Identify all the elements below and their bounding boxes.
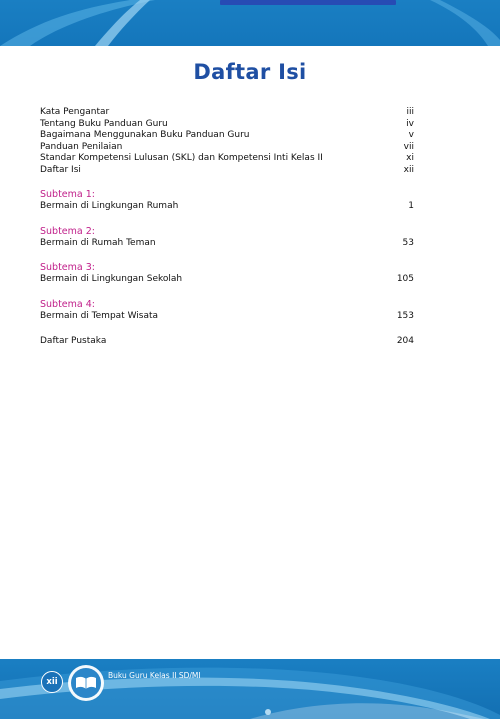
toc-label: Bagaimana Menggunakan Buku Panduan Guru	[40, 130, 250, 140]
toc-label: Bermain di Rumah Teman	[40, 237, 156, 248]
toc-row[interactable]	[40, 165, 414, 177]
page-title: Daftar Isi	[193, 60, 307, 84]
toc-page-number: v	[408, 130, 414, 140]
toc-row[interactable]	[40, 130, 414, 142]
toc-label: Panduan Penilaian	[40, 141, 123, 152]
subtema-heading: Subtema 4:	[40, 298, 95, 310]
toc-row[interactable]	[40, 336, 414, 348]
toc-page-number: 105	[396, 274, 414, 284]
toc-row[interactable]	[40, 201, 414, 213]
toc-row[interactable]	[40, 274, 414, 286]
subtema-heading: Subtema 2:	[40, 225, 95, 237]
toc-label: Kata Pengantar	[40, 107, 110, 117]
header-swoosh-decoration	[0, 0, 500, 46]
toc-page-number: 153	[396, 310, 414, 321]
toc-row[interactable]	[40, 119, 414, 131]
toc-row[interactable]	[40, 142, 414, 154]
table-of-contents	[40, 107, 414, 348]
subtema-heading: Subtema 1:	[40, 189, 95, 200]
footer-book-title: Buku Guru Kelas II SD/MI	[108, 671, 201, 680]
toc-page-number: 204	[396, 336, 414, 346]
open-book-icon	[66, 663, 106, 703]
toc-page-number: 53	[402, 237, 414, 248]
subtema-heading: Subtema 3:	[40, 262, 95, 273]
toc-row[interactable]	[40, 153, 414, 165]
toc-page-number: vii	[403, 141, 414, 152]
toc-label: Bermain di Lingkungan Sekolah	[40, 274, 183, 284]
toc-label: Daftar Isi	[40, 164, 81, 175]
toc-page-number: xii	[403, 164, 414, 175]
toc-page-number: xi	[406, 153, 414, 163]
toc-row[interactable]	[40, 311, 414, 323]
toc-page-number: iv	[406, 118, 414, 129]
toc-label: Daftar Pustaka	[40, 336, 107, 346]
toc-label: Bermain di Tempat Wisata	[40, 310, 159, 321]
toc-page-number: 1	[408, 201, 414, 211]
toc-label: Bermain di Lingkungan Rumah	[40, 201, 179, 211]
toc-row[interactable]	[40, 107, 414, 119]
header-band	[0, 0, 500, 46]
footer-page-number: xii	[41, 671, 63, 693]
toc-label: Tentang Buku Panduan Guru	[40, 118, 168, 129]
toc-page-number: iii	[406, 107, 414, 117]
header-blur-strip	[220, 0, 396, 5]
toc-label: Standar Kompetensi Lulusan (SKL) dan Kompetensi Inti Kelas II	[40, 153, 323, 163]
toc-row[interactable]	[40, 238, 414, 250]
